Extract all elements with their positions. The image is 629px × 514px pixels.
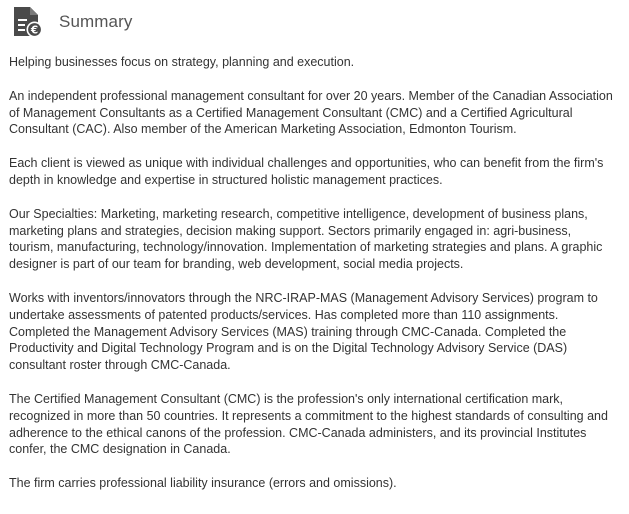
section-title: Summary (59, 12, 133, 31)
document-currency-icon (11, 6, 44, 39)
summary-header (11, 5, 132, 39)
summary-body (9, 54, 617, 509)
summary-paragraph: Helping businesses focus on strategy, planning and execution. (9, 55, 355, 69)
svg-text:€: € (30, 23, 39, 36)
summary-paragraph: Our Specialties: Marketing, marketing research, competitive intelligence, development of business plans, marketing plans and strategies, decision making support. Sectors primarily engaged in: agri-business, tourism, manufacturing, technology/innovation. Implementation of marketing strategies and plans. A graphic designer is part of our team for branding, web development, social media projects. (9, 206, 603, 272)
summary-paragraph: Each client is viewed as unique with individual challenges and opportunities, who can benefit from the firm's depth in knowledge and expertise in structured holistic management practices. (9, 156, 604, 187)
summary-paragraph: Works with inventors/innovators through the NRC-IRAP-MAS (Management Advisory Services) program to undertake assessments of patented products/services. Has completed more than 110 assignments. Completed the Management Advisory Services (MAS) training through CMC-Canada. Completed the Productivity and Digital Technology Program and is on the Digital Technology Advisory Service (DAS) consultant roster through CMC-Canada. (9, 290, 598, 373)
summary-paragraph: The Certified Management Consultant (CMC) is the profession's only international certification mark, recognized in more than 50 countries. It represents a commitment to the highest standards of consulting and adherence to the ethical canons of the profession. CMC-Canada administers, and its provincial Institutes confer, the CMC designation in Canada. (9, 391, 608, 457)
summary-paragraph: The firm carries professional liability insurance (errors and omissions). (9, 476, 397, 491)
summary-paragraph: An independent professional management consultant for over 20 years. Member of the Canadian Association of Management Consultants as a Certified Management Consultant (CMC) and a Certified Agricultural Consultant (CAC). Also member of the American Marketing Association, Edmonton Tourism. (9, 88, 613, 137)
